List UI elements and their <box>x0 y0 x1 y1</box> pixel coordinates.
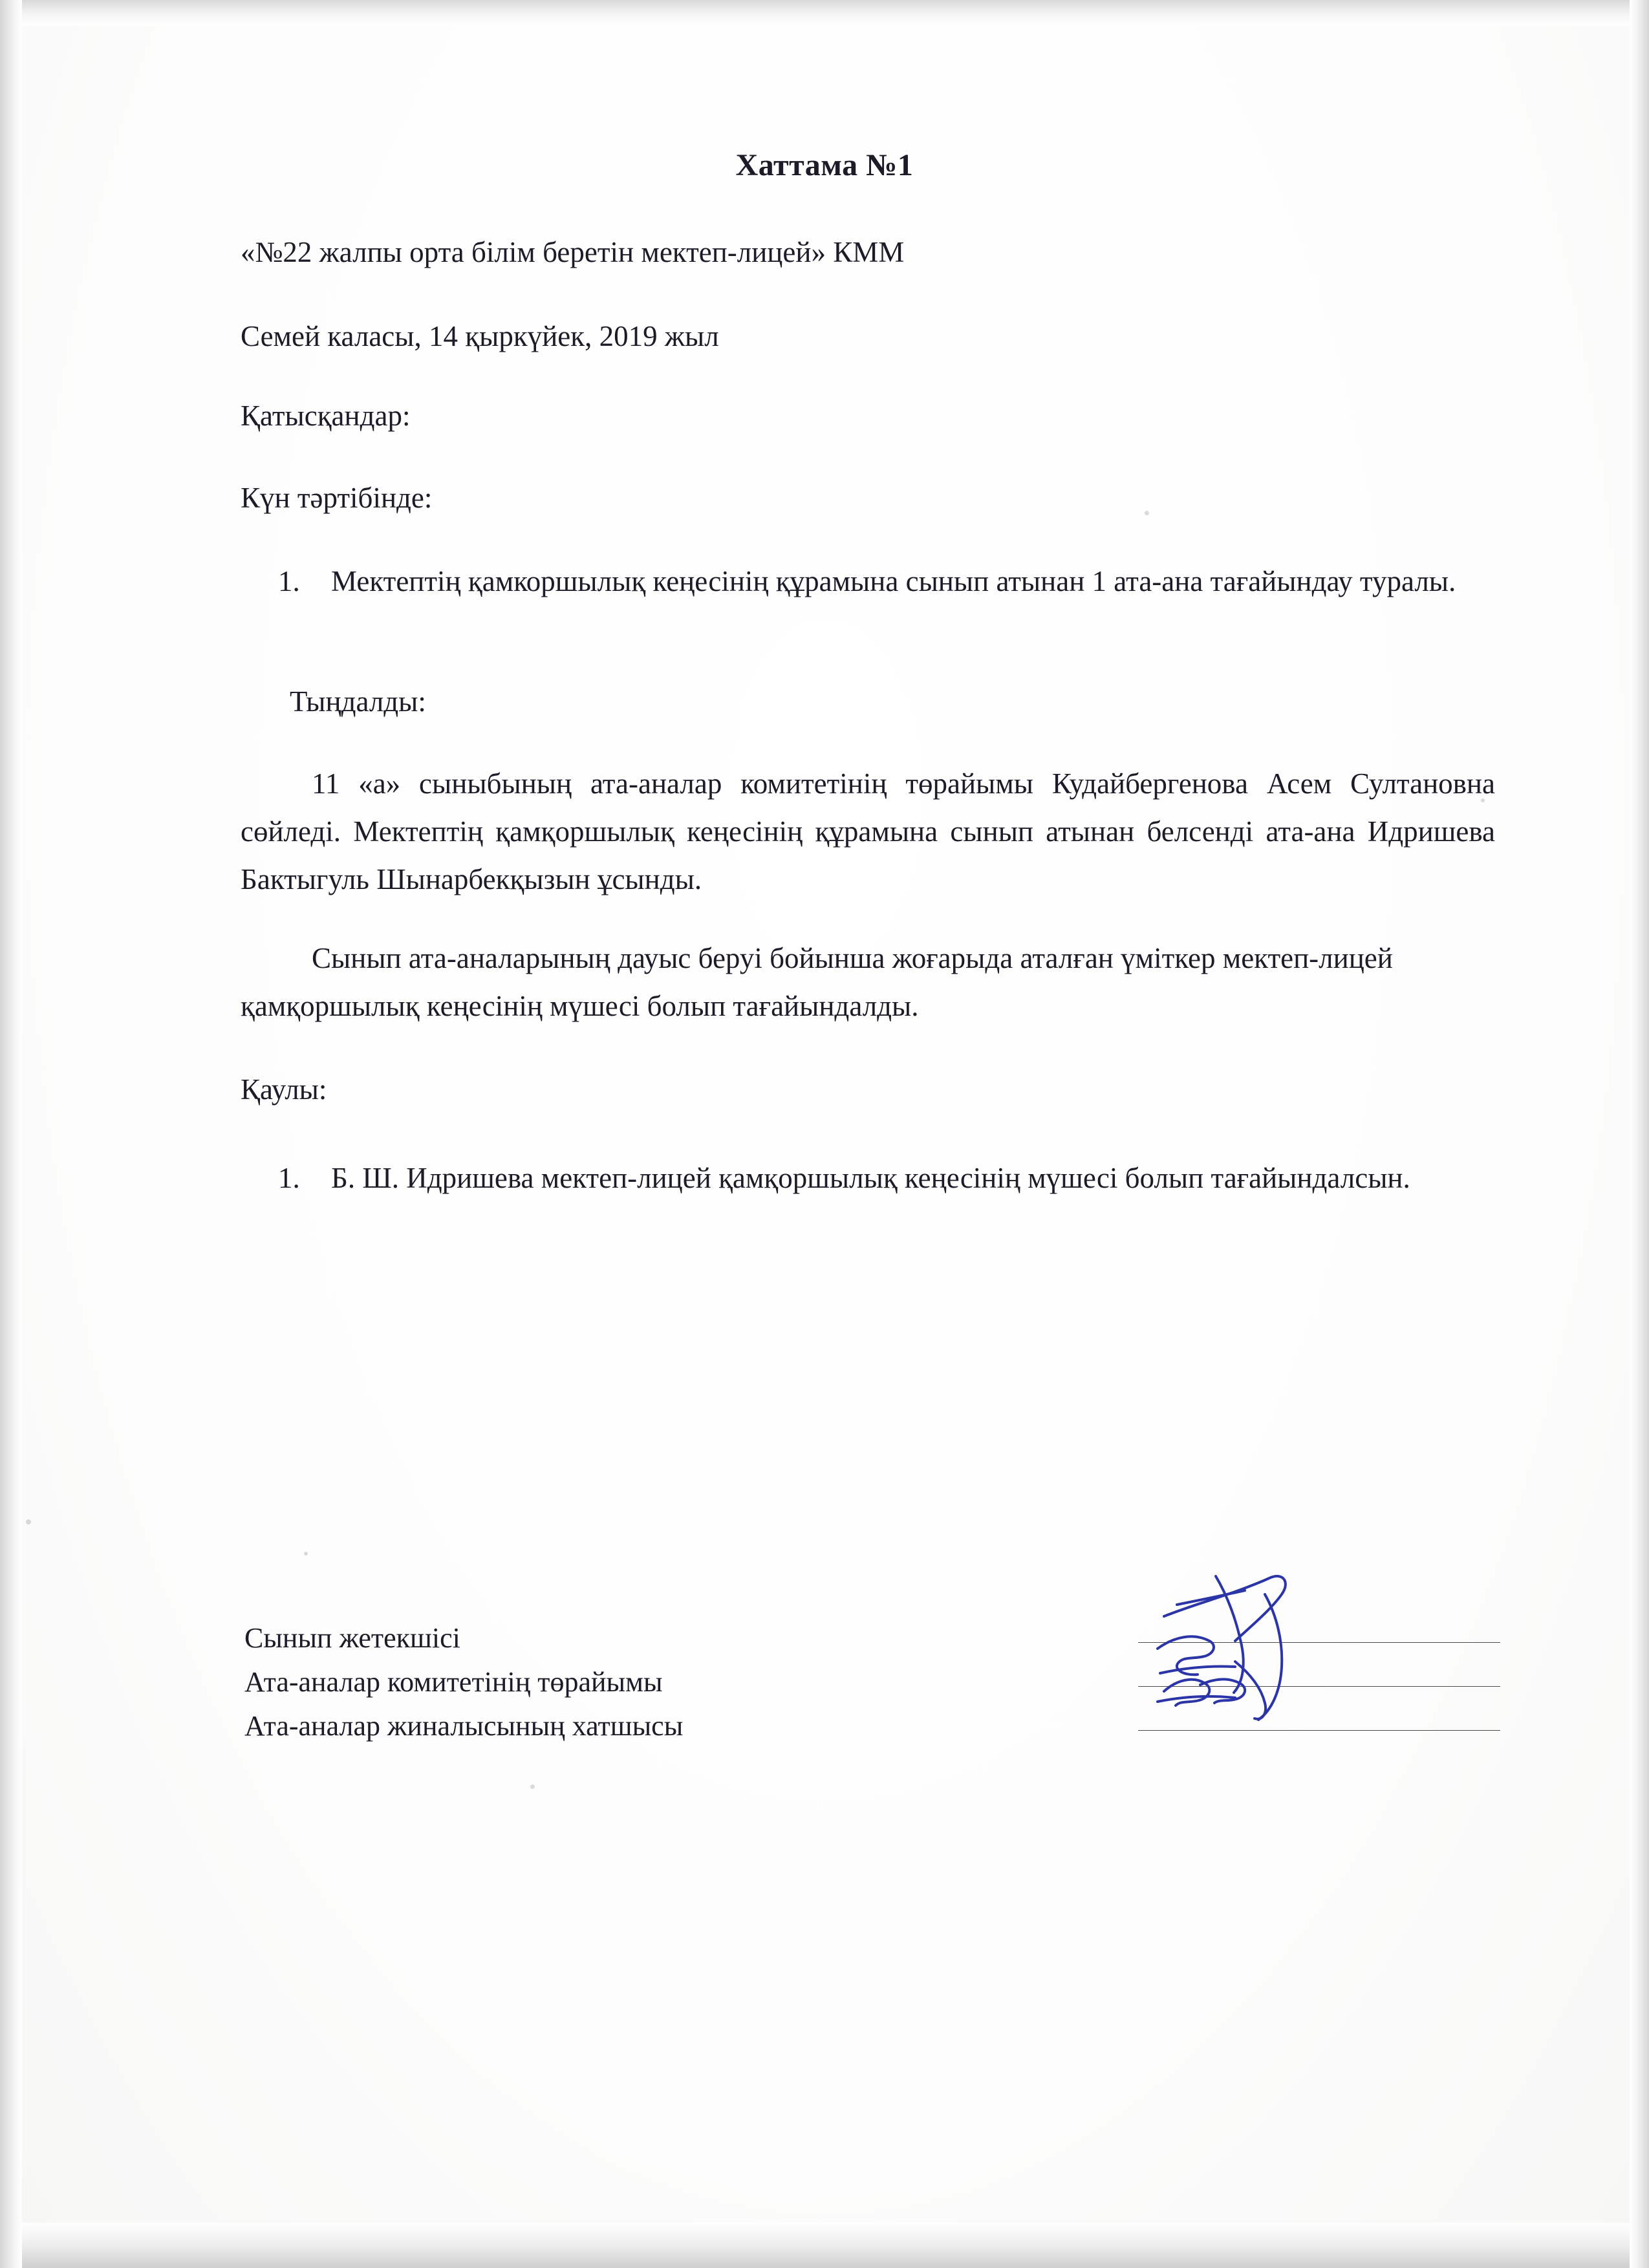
attendees-label: Қатысқандар: <box>241 400 411 432</box>
signature-role: Ата-аналар комитетінің төрайымы <box>244 1666 663 1698</box>
body-paragraph-2-text: Сынып ата-аналарының дауыс беруі бойынша жоғарыда аталған үміткер мектеп-лицей қамқоршылық кеңесінің мүшесі болып тағайындалды. <box>241 942 1393 1022</box>
signature-role-list <box>244 1616 683 1748</box>
body-paragraph-2 <box>241 934 1502 1030</box>
signature-role: Ата-аналар жиналысының хатшысы <box>244 1710 684 1742</box>
body-paragraph-1-text: 11 «а» сыныбының ата-аналар комитетінің төрайымы Кудайбергенова Асем Султановна сөйледі. Мектептің қамқоршылық кеңесінің құрамына сынып атынан белсенді ата-ана Идришева Бактыгуль Шынарбекқызын ұсынды. <box>241 767 1495 895</box>
signature-rule <box>1138 1642 1500 1643</box>
body-paragraph-1 <box>241 760 1495 903</box>
agenda-item-number: 1. <box>278 565 300 597</box>
city-date-line: Семей каласы, 14 қыркүйек, 2019 жыл <box>241 320 719 352</box>
signature-rule <box>1138 1730 1500 1731</box>
decision-item-text: Б. Ш. Идришева мектеп-лицей қамқоршылық кеңесінің мүшесі болып тағайындалсын. <box>331 1162 1410 1194</box>
decision-label: Қаулы: <box>241 1073 327 1106</box>
organization-line: «№22 жалпы орта білім беретін мектеп-лицей» КММ <box>241 236 905 268</box>
list-item <box>278 557 1487 606</box>
signature-rule <box>1138 1686 1500 1687</box>
signature-rule-lines <box>1138 1642 1500 1774</box>
list-item <box>278 1154 1494 1203</box>
agenda-label: Күн тәртібінде: <box>241 482 433 514</box>
page-title: Хаттама №1 <box>735 148 914 182</box>
decision-item-number: 1. <box>278 1162 300 1194</box>
agenda-item-text: Мектептің қамкоршылық кеңесінің құрамына сынып атынан 1 ата-ана тағайындау туралы. <box>331 565 1456 597</box>
heard-label: Тыңдалды: <box>290 685 426 718</box>
signature-role: Сынып жетекшісі <box>244 1622 460 1654</box>
